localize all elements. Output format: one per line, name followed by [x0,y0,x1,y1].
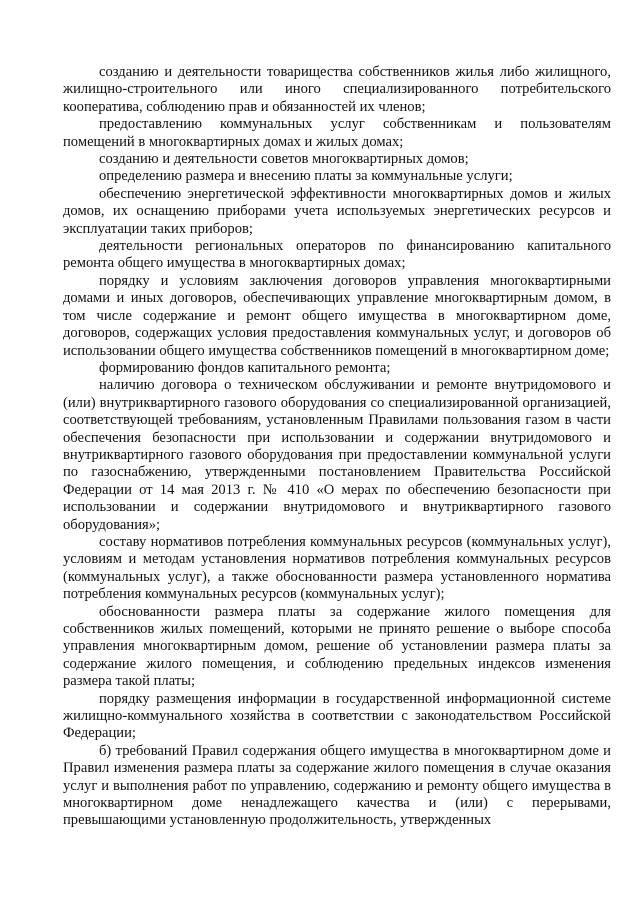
document-page [63,64,611,830]
paragraph-11: обоснованности размера платы за содержание жилого помещения для собственников жилых помещений, которыми не принято решение о выборе способа управления многоквартирным домом, решение об установлении размера платы за содержание жилого помещения, и соблюдению предельных индексов изменения размера такой платы; [63,603,611,690]
paragraph-1: созданию и деятельности товарищества собственников жилья либо жилищного, жилищно-строительного или иного специализированного потребительского кооператива, соблюдению прав и обязанностей их членов; [63,64,611,115]
paragraph-8: формированию фондов капитального ремонта; [99,359,391,376]
paragraph-5: обеспечению энергетической эффективности многоквартирных домов и жилых домов, их оснащению приборами учета используемых энергетических ресурсов и эксплуатации таких приборов; [63,185,611,237]
paragraph-13: б) требований Правил содержания общего имущества в многоквартирном доме и Правил изменения размера платы за содержание жилого помещения в случае оказания услуг и выполнения работ по управлению, содержанию и ремонту общего имущества в многоквартирном доме ненадлежащего качества и (или) с перерывами, превышающими установленную продолжительность, утвержденных [63,742,611,829]
paragraph-12: порядку размещения информации в государственной информационной системе жилищно-коммунального хозяйства в соответствии с законодательством Российской Федерации; [63,690,611,742]
paragraph-10: составу нормативов потребления коммунальных ресурсов (коммунальных услуг), условиям и методам установления нормативов потребления коммунальных ресурсов (коммунальных услуг), а также обоснованности размера установленного норматива потребления коммунальных ресурсов (коммунальных услуг); [63,533,611,603]
paragraph-6: деятельности региональных операторов по финансированию капитального ремонта общего имущества в многоквартирных домах; [63,238,611,272]
paragraph-9: наличию договора о техническом обслуживании и ремонте внутридомового и (или) внутриквартирного газового оборудования со специализированной организацией, соответствующей требованиям, установленным Правилами пользования газом в части обеспечения безопасности при использовании и содержании внутридомового и внутриквартирного газового оборудования при предоставлении коммунальной услуги по газоснабжению, утвержденными постановлением Правительства Российской Федерации от 14 мая 2013 г. № 410 «О мерах по обеспечению безопасности при использовании и содержании внутридомового и внутриквартирного газового оборудования»; [63,377,611,533]
paragraph-2: предоставлению коммунальных услуг собственникам и пользователям помещений в многоквартирных домах и жилых домах; [63,116,611,150]
paragraph-4: определению размера и внесению платы за коммунальные услуги; [99,168,513,185]
paragraph-7: порядку и условиям заключения договоров управления многоквартирными домами и иных договоров, обеспечивающих управление многоквартирным домом, в том числе содержание и ремонт общего имущества в многоквартирном доме, договоров, содержащих условия предоставления коммунальных услуг, и договоров об использовании общего имущества собственников помещений в многоквартирном доме; [63,272,611,359]
paragraph-3: созданию и деятельности советов многоквартирных домов; [99,151,469,168]
